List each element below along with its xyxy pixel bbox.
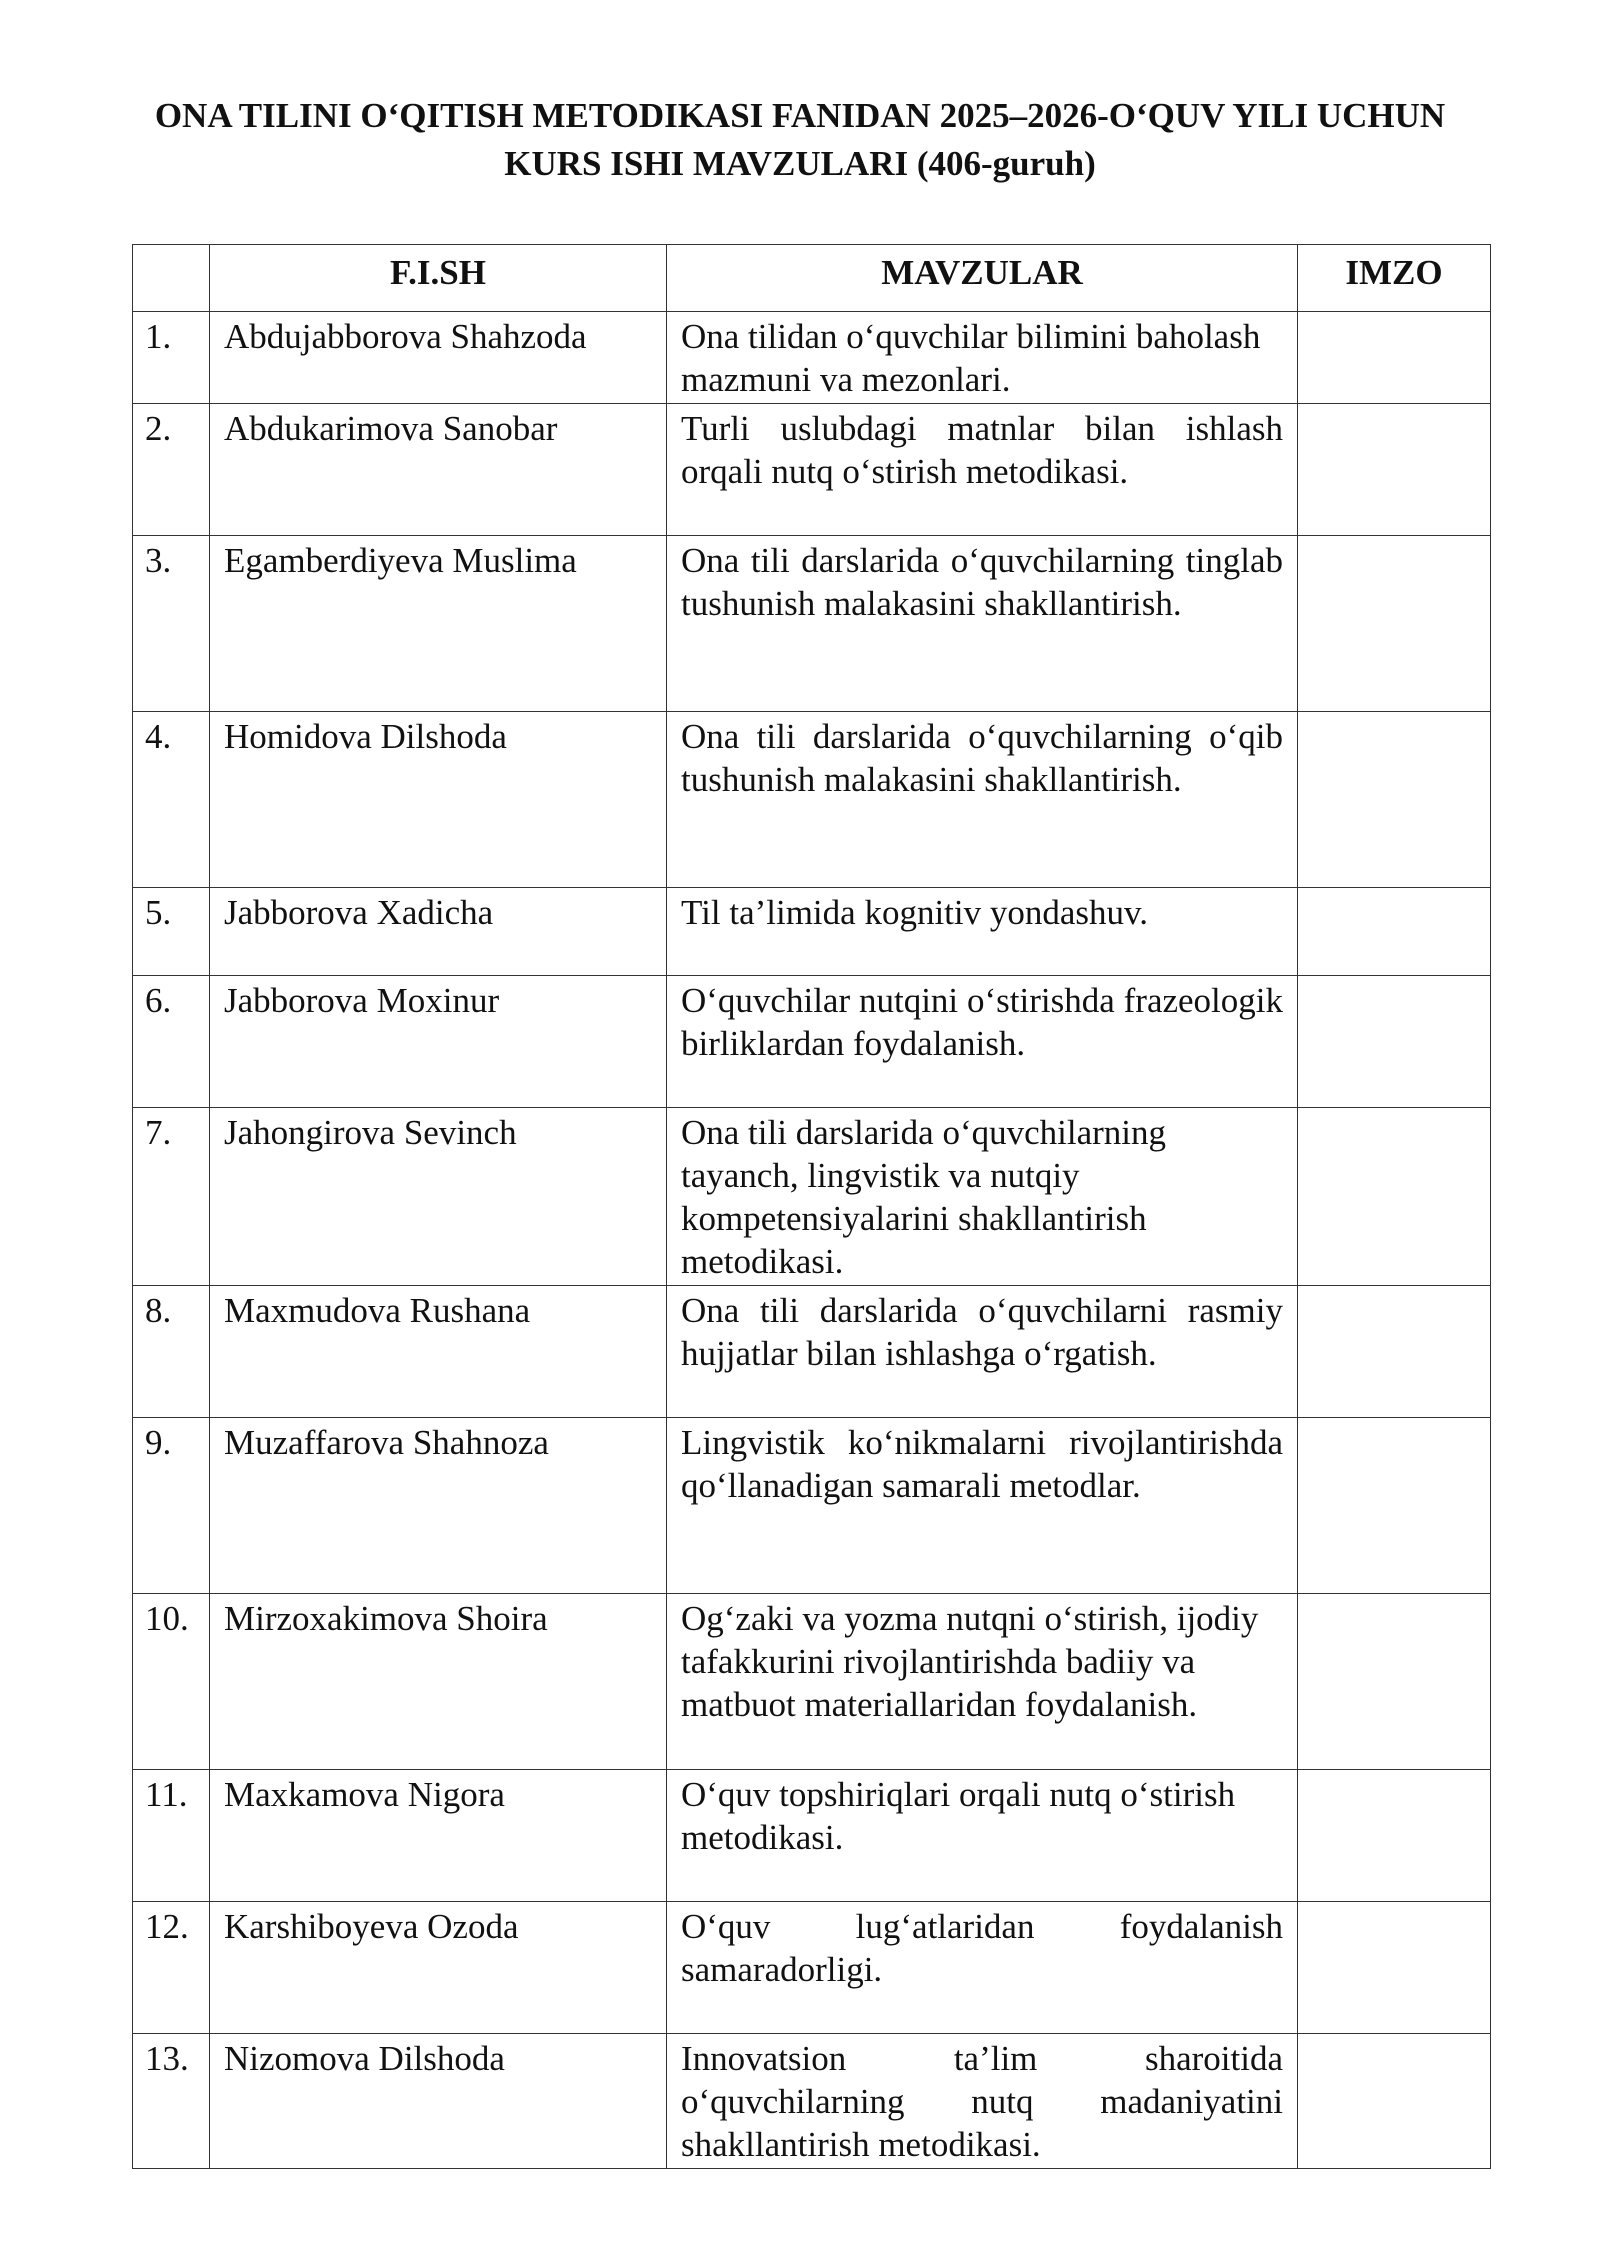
row-number: 7. — [133, 1108, 210, 1286]
topic-text: Ona tilidan o‘quvchilar bilimini baholash mazmuni va mezonlari. — [667, 312, 1298, 404]
row-number: 10. — [133, 1594, 210, 1770]
student-name: Jabborova Xadicha — [210, 888, 667, 976]
topic-text: Ona tili darslarida o‘quvchilarning tayanch, lingvistik va nutqiy kompetensiyalarini shakllantirish metodikasi. — [667, 1108, 1298, 1286]
row-number: 9. — [133, 1418, 210, 1594]
header-signature: IMZO — [1298, 245, 1491, 312]
table-row — [133, 1108, 1491, 1286]
table-row — [133, 1902, 1491, 2034]
table-row — [133, 712, 1491, 888]
row-number: 1. — [133, 312, 210, 404]
table-row — [133, 1286, 1491, 1418]
topic-text: Ona tili darslarida o‘quvchilarning tinglab tushunish malakasini shakllantirish. — [667, 536, 1298, 712]
signature-cell — [1298, 1286, 1491, 1418]
title-line-2: KURS ISHI MAVZULARI (406-guruh) — [504, 144, 1096, 183]
student-name: Jahongirova Sevinch — [210, 1108, 667, 1286]
student-name: Abdujabborova Shahzoda — [210, 312, 667, 404]
table-row — [133, 2034, 1491, 2169]
row-number: 12. — [133, 1902, 210, 2034]
topic-text: O‘quv lug‘atlaridan foydalanish samaradorligi. — [667, 1902, 1298, 2034]
title-line-1: ONA TILINI O‘QITISH METODIKASI FANIDAN 2025–2026-O‘QUV YILI UCHUN — [154, 96, 1446, 135]
topics-table — [132, 244, 1491, 2169]
signature-cell — [1298, 1418, 1491, 1594]
topic-text: Innovatsion ta’lim sharoitida o‘quvchilarning nutq madaniyatini shakllantirish metodikasi. — [667, 2034, 1298, 2169]
row-number: 5. — [133, 888, 210, 976]
student-name: Egamberdiyeva Muslima — [210, 536, 667, 712]
table-header-row — [133, 245, 1491, 312]
header-topics: MAVZULAR — [667, 245, 1298, 312]
student-name: Mirzoxakimova Shoira — [210, 1594, 667, 1770]
topic-text: Lingvistik ko‘nikmalarni rivojlantirishda qo‘llanadigan samarali metodlar. — [667, 1418, 1298, 1594]
student-name: Muzaffarova Shahnoza — [210, 1418, 667, 1594]
signature-cell — [1298, 888, 1491, 976]
signature-cell — [1298, 1902, 1491, 2034]
row-number: 2. — [133, 404, 210, 536]
row-number: 6. — [133, 976, 210, 1108]
signature-cell — [1298, 976, 1491, 1108]
table-row — [133, 312, 1491, 404]
table-row — [133, 404, 1491, 536]
signature-cell — [1298, 312, 1491, 404]
table-row — [133, 1770, 1491, 1902]
signature-cell — [1298, 536, 1491, 712]
row-number: 11. — [133, 1770, 210, 1902]
student-name: Nizomova Dilshoda — [210, 2034, 667, 2169]
table-row — [133, 888, 1491, 976]
student-name: Homidova Dilshoda — [210, 712, 667, 888]
student-name: Jabborova Moxinur — [210, 976, 667, 1108]
header-name: F.I.SH — [210, 245, 667, 312]
topic-text: Turli uslubdagi matnlar bilan ishlash orqali nutq o‘stirish metodikasi. — [667, 404, 1298, 536]
signature-cell — [1298, 2034, 1491, 2169]
topic-text: Ona tili darslarida o‘quvchilarning o‘qib tushunish malakasini shakllantirish. — [667, 712, 1298, 888]
table-row — [133, 536, 1491, 712]
row-number: 13. — [133, 2034, 210, 2169]
row-number: 8. — [133, 1286, 210, 1418]
signature-cell — [1298, 404, 1491, 536]
signature-cell — [1298, 1108, 1491, 1286]
signature-cell — [1298, 1770, 1491, 1902]
table-row — [133, 1418, 1491, 1594]
student-name: Maxkamova Nigora — [210, 1770, 667, 1902]
row-number: 3. — [133, 536, 210, 712]
row-number: 4. — [133, 712, 210, 888]
topic-text: Ona tili darslarida o‘quvchilarni rasmiy hujjatlar bilan ishlashga o‘rgatish. — [667, 1286, 1298, 1418]
document-title — [90, 92, 1510, 188]
student-name: Maxmudova Rushana — [210, 1286, 667, 1418]
signature-cell — [1298, 712, 1491, 888]
topic-text: Og‘zaki va yozma nutqni o‘stirish, ijodiy tafakkurini rivojlantirishda badiiy va matbuot materiallaridan foydalanish. — [667, 1594, 1298, 1770]
topic-text: Til ta’limida kognitiv yondashuv. — [667, 888, 1298, 976]
table-row — [133, 976, 1491, 1108]
student-name: Karshiboyeva Ozoda — [210, 1902, 667, 2034]
topic-text: O‘quvchilar nutqini o‘stirishda frazeologik birliklardan foydalanish. — [667, 976, 1298, 1108]
table-row — [133, 1594, 1491, 1770]
student-name: Abdukarimova Sanobar — [210, 404, 667, 536]
signature-cell — [1298, 1594, 1491, 1770]
topic-text: O‘quv topshiriqlari orqali nutq o‘stirish metodikasi. — [667, 1770, 1298, 1902]
header-number — [133, 245, 210, 312]
